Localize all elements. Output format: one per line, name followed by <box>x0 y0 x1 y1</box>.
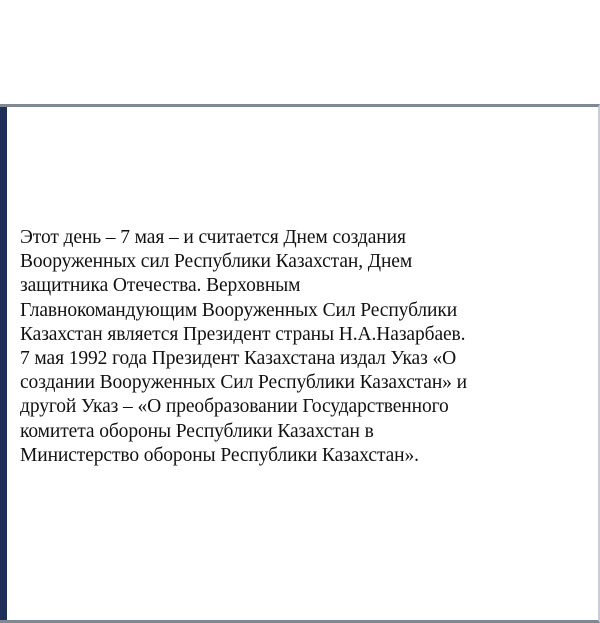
text-line: создании Вооруженных Сил Республики Казахстан» и <box>20 372 467 394</box>
slide-frame <box>0 104 600 623</box>
slide-body-text <box>20 226 590 468</box>
text-line: 7 мая 1992 года Президент Казахстана издал Указ «О <box>20 348 457 370</box>
text-line: комитета обороны Республики Казахстан в <box>20 420 374 442</box>
text-line: Вооруженных сил Республики Казахстан, Днем <box>20 251 413 273</box>
text-line: другой Указ – «О преобразовании Государственного <box>20 396 449 418</box>
text-line: Казахстан является Президент страны Н.А.Назарбаев. <box>20 323 466 345</box>
text-line: защитника Отечества. Верховным <box>20 275 301 297</box>
slide-accent-bar <box>0 107 7 620</box>
text-line: Главнокомандующим Вооруженных Сил Республики <box>20 299 458 321</box>
blank-top-area <box>0 0 600 104</box>
text-line: Этот день – 7 мая – и считается Днем создания <box>20 227 406 248</box>
text-line: Министерство обороны Республики Казахстан». <box>20 444 419 466</box>
